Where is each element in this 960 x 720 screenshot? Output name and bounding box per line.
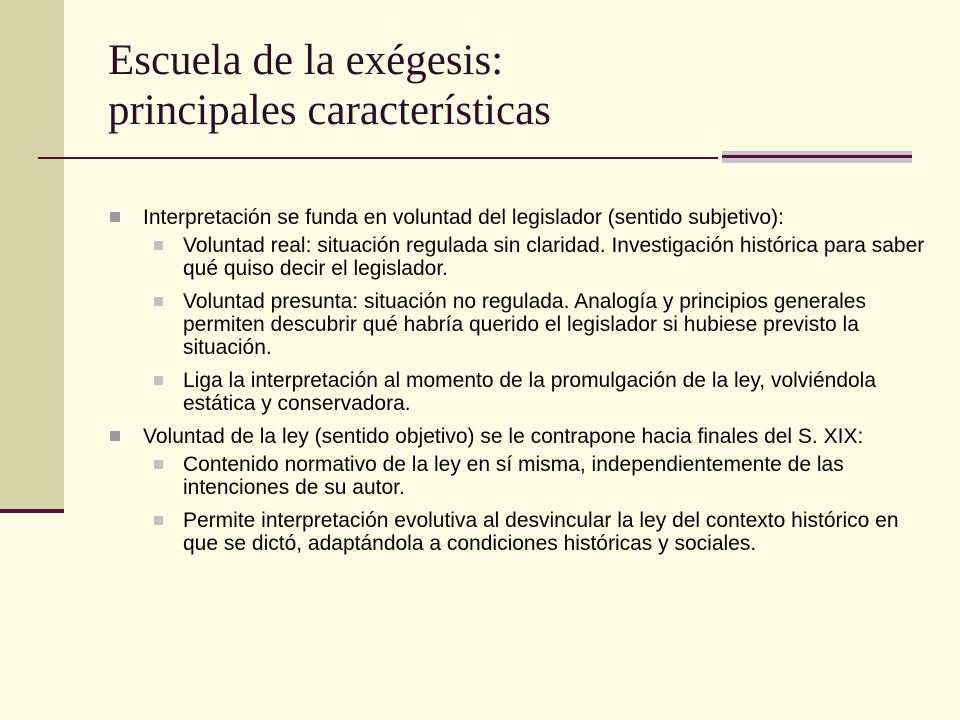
bullet-text: Voluntad de la ley (sentido objetivo) se le contrapone hacia finales del S. XIX: — [143, 425, 864, 448]
bullet-list — [108, 206, 928, 565]
sub-bullet-text: Voluntad presunta: situación no regulada. Analogía y principios generales permiten descubrir qué habría querido el legislador si hubiese previsto la situación. — [183, 290, 866, 359]
sub-bullet-item — [143, 509, 928, 555]
title-divider — [38, 157, 718, 159]
sub-bullet-text: Liga la interpretación al momento de la promulgación de la ley, volviéndola estática y conservadora. — [183, 369, 877, 415]
sub-bullet-list — [143, 234, 928, 415]
sub-bullet-item — [143, 290, 928, 359]
slide-title-line-1: Escuela de la exégesis: — [108, 37, 504, 84]
sub-bullet-text: Contenido normativo de la ley en sí misma, independientemente de las intenciones de su autor. — [183, 453, 844, 499]
sub-bullet-item — [143, 234, 928, 280]
slide-title-line-2: principales características — [108, 87, 551, 134]
square-bullet-icon — [154, 297, 163, 306]
accent-bar-line — [722, 155, 912, 158]
square-bullet-icon — [110, 212, 120, 222]
bullet-item — [108, 425, 928, 555]
square-bullet-icon — [154, 241, 163, 250]
sidebar-underline — [0, 509, 64, 513]
sub-bullet-item — [143, 453, 928, 499]
sub-bullet-text: Permite interpretación evolutiva al desvincular la ley del contexto histórico en que se dictó, adaptándola a condiciones históricas y sociales. — [183, 509, 899, 555]
square-bullet-icon — [154, 516, 163, 525]
sidebar-decoration — [0, 0, 64, 512]
sub-bullet-item — [143, 369, 928, 415]
square-bullet-icon — [154, 460, 163, 469]
bullet-text: Interpretación se funda en voluntad del legislador (sentido subjetivo): — [143, 206, 784, 229]
sub-bullet-text: Voluntad real: situación regulada sin claridad. Investigación histórica para saber qué quiso decir el legislador. — [183, 234, 925, 280]
square-bullet-icon — [154, 376, 163, 385]
sub-bullet-list — [143, 453, 928, 555]
bullet-item — [108, 206, 928, 415]
square-bullet-icon — [110, 431, 120, 441]
slide-title — [108, 36, 908, 136]
